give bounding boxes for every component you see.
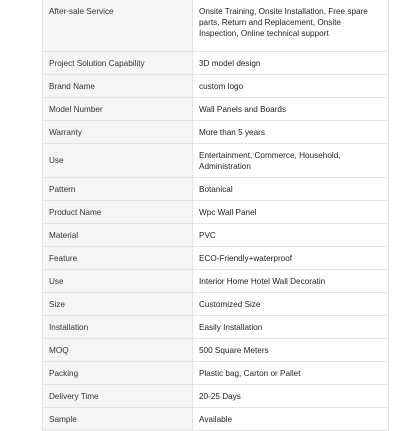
spec-label: After-sale Service [43, 0, 193, 52]
spec-value: Customized Size [193, 293, 389, 316]
spec-value: PVC [193, 224, 389, 247]
spec-value: Onsite Training, Onsite Installation, Free spare parts, Return and Replacement, Onsite Inspection, Online technical support [193, 0, 389, 52]
spec-value: Wpc Wall Panel [193, 201, 389, 224]
spec-value: Plastic bag, Carton or Pallet [193, 362, 389, 385]
table-row [43, 0, 389, 52]
table-row [43, 201, 389, 224]
table-row [43, 224, 389, 247]
table-row [43, 339, 389, 362]
spec-label: Delivery Time [43, 385, 193, 408]
spec-value: custom logo [193, 75, 389, 98]
spec-label: Sample [43, 408, 193, 431]
spec-value: ECO-Friendly+waterproof [193, 247, 389, 270]
table-row [43, 270, 389, 293]
table-row [43, 75, 389, 98]
spec-label: MOQ [43, 339, 193, 362]
spec-label: Material [43, 224, 193, 247]
spec-label: Size [43, 293, 193, 316]
spec-value: Entertainment, Commerce, Household, Administration [193, 144, 389, 178]
spec-value: 500 Square Meters [193, 339, 389, 362]
spec-value: More than 5 years [193, 121, 389, 144]
spec-label: Brand Name [43, 75, 193, 98]
spec-value: Wall Panels and Boards [193, 98, 389, 121]
spec-value: 20-25 Days [193, 385, 389, 408]
table-row [43, 98, 389, 121]
table-row [43, 247, 389, 270]
table-row [43, 178, 389, 201]
spec-label: Project Solution Capability [43, 52, 193, 75]
product-spec-table [42, 0, 389, 431]
spec-label: Product Name [43, 201, 193, 224]
spec-value: Interior Home Hotel Wall Decoratin [193, 270, 389, 293]
spec-value: 3D model design [193, 52, 389, 75]
spec-label: Warranty [43, 121, 193, 144]
spec-label: Installation [43, 316, 193, 339]
table-row [43, 52, 389, 75]
table-row [43, 144, 389, 178]
table-row [43, 408, 389, 431]
spec-label: Packing [43, 362, 193, 385]
spec-value: Available [193, 408, 389, 431]
spec-label: Feature [43, 247, 193, 270]
spec-label: Model Number [43, 98, 193, 121]
spec-value: Easily Installation [193, 316, 389, 339]
table-row [43, 385, 389, 408]
table-row [43, 362, 389, 385]
table-row [43, 316, 389, 339]
spec-label: Use [43, 270, 193, 293]
table-row [43, 293, 389, 316]
spec-label: Use [43, 144, 193, 178]
spec-value: Botanical [193, 178, 389, 201]
table-row [43, 121, 389, 144]
spec-label: Pattern [43, 178, 193, 201]
